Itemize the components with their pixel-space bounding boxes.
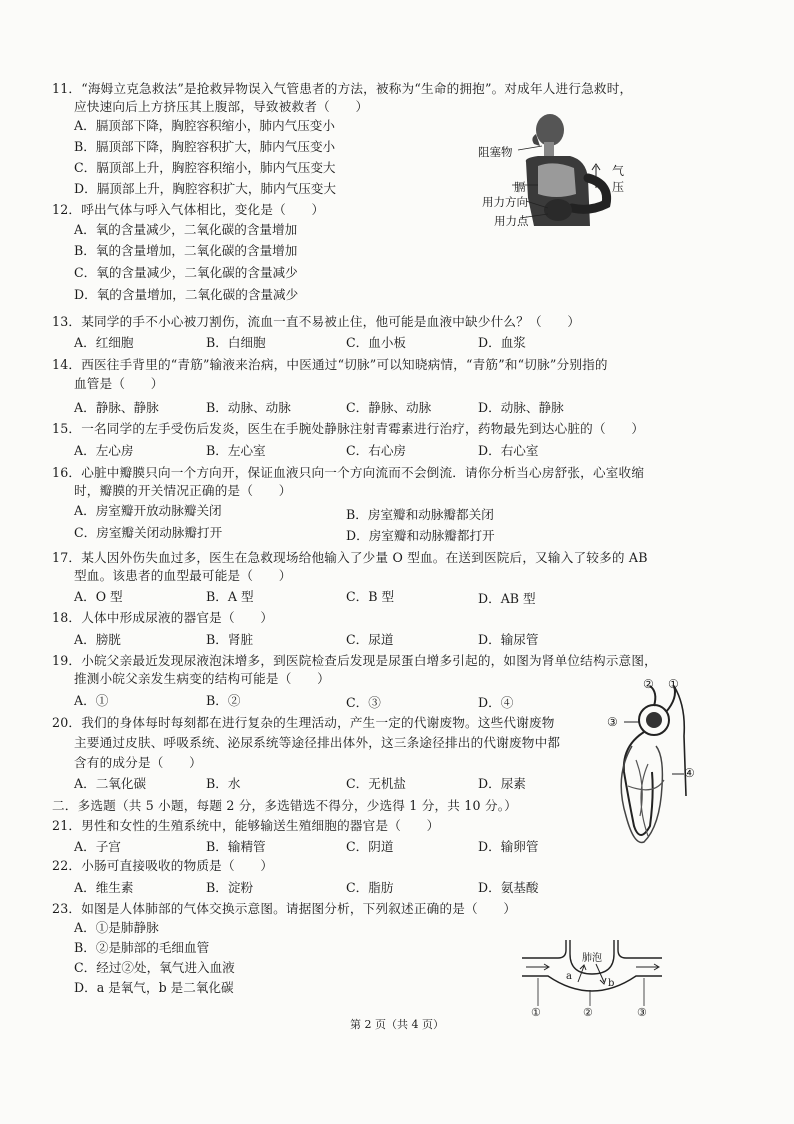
lung-label-3: ③: [637, 1006, 647, 1019]
q20-option-c: C．无机盐: [346, 776, 407, 791]
q17-option-b: B．A 型: [206, 589, 254, 604]
head-shape: [536, 114, 564, 146]
q23-stem: 23．如图是人体肺部的气体交换示意图。请据图分析，下列叙述正确的是（ ）: [52, 901, 517, 916]
q19-stem-line-2: 推测小皖父亲发生病变的结构可能是（ ）: [74, 671, 330, 686]
q19-option-c: C．③: [346, 695, 381, 710]
heimlich-label-obstruction: 阻塞物: [478, 145, 513, 159]
q21-option-b: B．输精管: [206, 839, 266, 854]
q13-option-a: A．红细胞: [74, 335, 134, 350]
q21-option-c: C．阴道: [346, 839, 394, 854]
q14-option-c: C．静脉、动脉: [346, 400, 432, 415]
q19-option-a: A．①: [74, 693, 109, 708]
lung-label-alveolus: 肺泡: [582, 953, 602, 964]
q12-option-a: A．氧的含量减少，二氧化碳的含量增加: [74, 222, 298, 237]
q22-stem: 22．小肠可直接吸收的物质是（ ）: [52, 858, 274, 873]
q22-option-a: A．维生素: [74, 880, 134, 895]
q20-option-b: B．水: [206, 776, 241, 791]
q21-option-a: A．子宫: [74, 839, 121, 854]
heimlich-label-ya: 压: [612, 180, 625, 194]
nephron-label-1: ①: [668, 677, 679, 691]
q14-option-d: D．动脉、静脉: [478, 400, 564, 415]
q17-option-a: A．O 型: [74, 589, 123, 604]
q17-option-d: D．AB 型: [478, 591, 536, 606]
q11-option-c: C．膈顶部上升，胸腔容积缩小，肺内气压变大: [74, 160, 336, 175]
nephron-label-3: ③: [607, 715, 618, 729]
lung-label-2: ②: [583, 1006, 593, 1019]
q14-stem-line-2: 血管是（ ）: [74, 376, 164, 391]
q16-option-c: C．房室瓣关闭动脉瓣打开: [74, 525, 223, 540]
heimlich-label-diaphragm: 膈: [514, 180, 526, 194]
q21-stem: 21．男性和女性的生殖系统中，能够输送生殖细胞的器官是（ ）: [52, 818, 440, 833]
q15-option-c: C．右心房: [346, 443, 407, 458]
q11-option-a: A．膈顶部下降，胸腔容积缩小，肺内气压变小: [74, 118, 335, 133]
q13-option-b: B．白细胞: [206, 335, 266, 350]
q16-stem-line-1: 16．心脏中瓣膜只向一个方向开，保证血液只向一个方向流而不会倒流．请你分析当心房舒张，心室收缩: [52, 465, 645, 480]
q17-option-c: C．B 型: [346, 589, 395, 604]
lung-label-a: a: [566, 971, 572, 982]
q17-stem-line-1: 17．某人因外伤失血过多，医生在急救现场给他输入了少量 O 型血。在送到医院后，又输入了较多的 AB: [52, 550, 648, 565]
q14-option-b: B．动脉、动脉: [206, 400, 291, 415]
q18-option-a: A．膀胱: [74, 632, 121, 647]
q18-option-b: B．肾脏: [206, 632, 254, 647]
heimlich-label-force-direction: 用力方向: [482, 195, 528, 209]
q20-stem-line-2: 主要通过皮肤、呼吸系统、泌尿系统等途径排出体外，这三条途径排出的代谢废物中都: [74, 735, 561, 750]
q14-stem-line-1: 14．西医往手背里的“青筋”输液来治病，中医通过“切脉”可以知晓病情，“青筋”和“切脉”分别指的: [52, 357, 608, 372]
page-footer: 第 2 页（共 4 页）: [350, 1018, 444, 1031]
q15-option-a: A．左心房: [74, 443, 134, 458]
q15-option-d: D．右心室: [478, 443, 539, 458]
q11-option-d: D．膈顶部上升，胸腔容积扩大，肺内气压变大: [74, 181, 336, 196]
lung-label-b: b: [608, 978, 615, 989]
q22-option-d: D．氨基酸: [478, 880, 539, 895]
q13-option-c: C．血小板: [346, 335, 407, 350]
q23-option-b: B．②是肺部的毛细血管: [74, 940, 210, 955]
q18-stem: 18．人体中形成尿液的器官是（ ）: [52, 610, 274, 625]
q14-option-a: A．静脉、静脉: [74, 400, 159, 415]
q19-option-b: B．②: [206, 693, 241, 708]
q19-option-d: D．④: [478, 695, 514, 710]
q18-option-d: D．输尿管: [478, 632, 539, 647]
q16-option-b: B．房室瓣和动脉瓣都关闭: [346, 507, 494, 522]
q15-stem: 15．一名同学的左手受伤后发炎，医生在手腕处静脉注射青霉素进行治疗，药物最先到达心脏的（ ）: [52, 421, 645, 436]
q12-option-c: C．氧的含量减少，二氧化碳的含量减少: [74, 265, 298, 280]
q12-stem: 12．呼出气体与呼入气体相比，变化是（ ）: [52, 202, 325, 217]
q16-stem-line-2: 时，瓣膜的开关情况正确的是（ ）: [74, 483, 292, 498]
q22-option-c: C．脂肪: [346, 880, 394, 895]
q12-option-b: B．氧的含量增加，二氧化碳的含量增加: [74, 243, 298, 258]
q11-stem-line-1: 11．“海姆立克急救法”是抢救异物误入气管患者的方法，被称为“生命的拥抱”。对成年人进行急救时，: [52, 81, 633, 96]
q13-stem: 13．某同学的手不小心被刀割伤，流血一直不易被止住，他可能是血液中缺少什么？（ ）: [52, 314, 581, 329]
q11-stem-line-2: 应快速向后上方挤压其上腹部，导致被救者（ ）: [74, 99, 369, 114]
nephron-label-2: ②: [643, 677, 654, 691]
q11-option-b: B．膈顶部下降，胸腔容积扩大，肺内气压变小: [74, 139, 336, 154]
heimlich-label-force-point: 用力点: [494, 214, 529, 228]
q18-option-c: C．尿道: [346, 632, 394, 647]
q20-stem-line-3: 含有的成分是（ ）: [74, 755, 202, 770]
q17-stem-line-2: 型血。该患者的血型最可能是（ ）: [74, 568, 292, 583]
section-2-heading: 二．多选题（共 5 小题，每题 2 分，多选错选不得分，少选得 1 分，共 10 分。）: [52, 798, 517, 813]
q15-option-b: B．左心室: [206, 443, 266, 458]
lung-label-1: ①: [531, 1006, 541, 1019]
q20-option-a: A．二氧化碳: [74, 776, 147, 791]
q12-option-d: D．氧的含量增加，二氧化碳的含量减少: [74, 287, 299, 302]
q20-stem-line-1: 20．我们的身体每时每刻都在进行复杂的生理活动，产生一定的代谢废物。这些代谢废物: [52, 715, 555, 730]
q16-option-a: A．房室瓣开放动脉瓣关闭: [74, 503, 222, 518]
q19-stem-line-1: 19．小皖父亲最近发现尿液泡沫增多，到医院检查后发现是尿蛋白增多引起的，如图为肾单位结构示意图，: [52, 653, 657, 668]
q21-option-d: D．输卵管: [478, 839, 539, 854]
heimlich-label-qi: 气: [612, 164, 625, 178]
q20-option-d: D．尿素: [478, 776, 526, 791]
q22-option-b: B．淀粉: [206, 880, 254, 895]
q23-option-d: D．a 是氧气，b 是二氧化碳: [74, 980, 234, 995]
q13-option-d: D．血浆: [478, 335, 526, 350]
q23-option-c: C．经过②处，氧气进入血液: [74, 960, 235, 975]
nephron-label-4: ④: [684, 766, 695, 780]
q16-option-d: D．房室瓣和动脉瓣都打开: [346, 528, 495, 543]
q23-option-a: A．①是肺静脉: [74, 920, 159, 935]
